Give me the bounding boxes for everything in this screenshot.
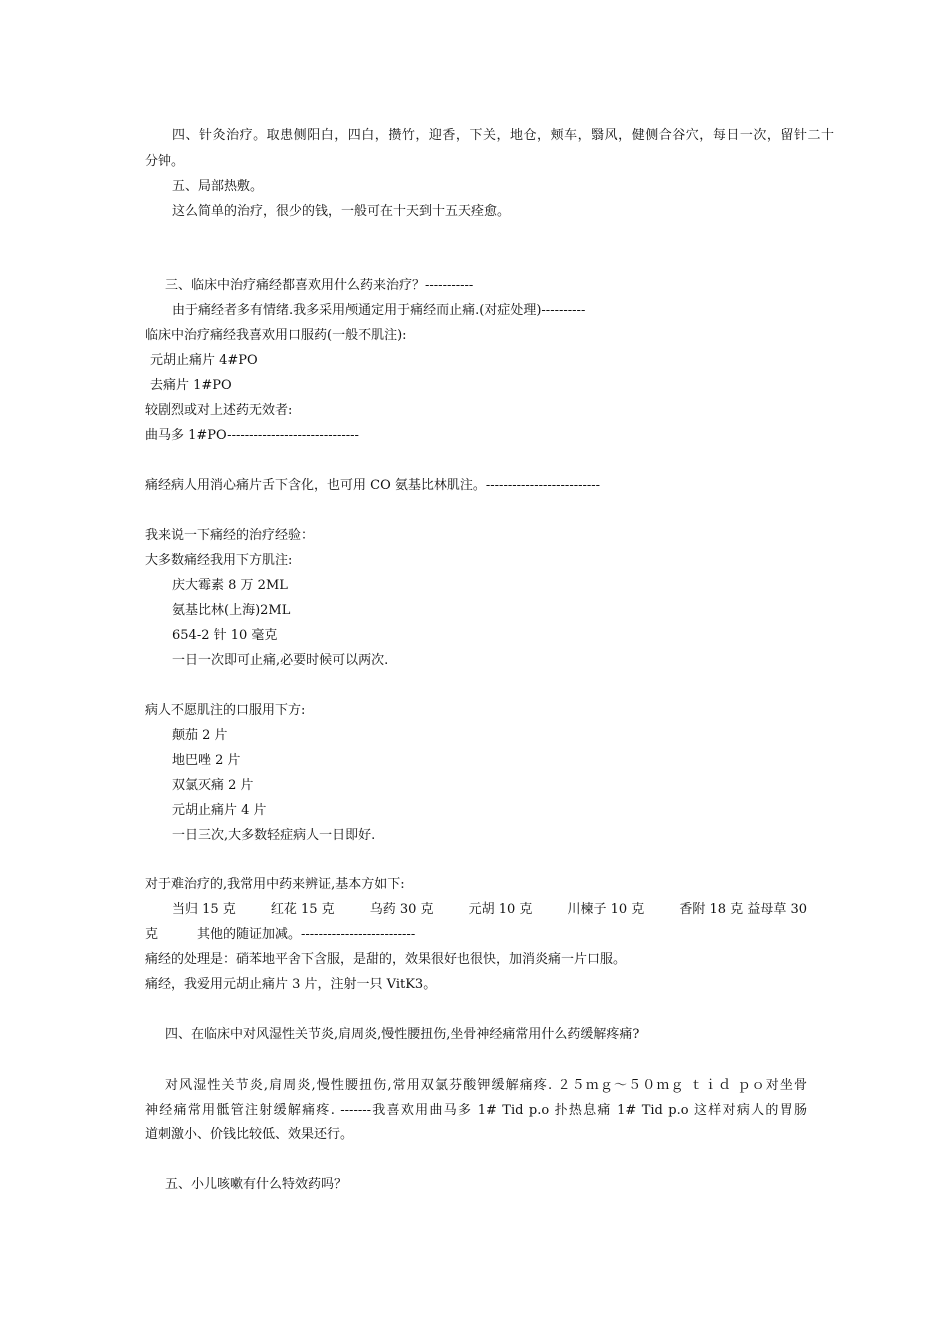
prescription-line: 氨基比林(上海)2ML [172,603,291,618]
oral-heading: 病人不愿肌注的口服用下方: [145,703,306,718]
dosage-line: 一日三次,大多数轻症病人一日即好. [172,828,376,843]
treatment-line: 痛经，我爱用元胡止痛片 3 片，注射一只 VitK3。 [145,977,437,992]
prescription-line: 元胡止痛片 4 片 [172,803,267,818]
hot-compress-line: 五、局部热敷。 [172,179,264,194]
question-four-heading: 四、在临床中对风湿性关节炎,肩周炎,慢性腰扭伤,坐骨神经痛常用什么药缓解疼痛? [165,1027,640,1042]
answer-line: 由于痛经者多有情绪.我多采用颅通定用于痛经而止痛.(对症处理)---------- [172,303,586,318]
herb-item: 川楝子 10 克 [567,902,645,917]
rheumatism-answer-line: 神经痛常用骶管注射缓解痛疼. -------我喜欢用曲马多 1# Tid p.o 扑热息痛 1# Tid p.o 这样对病人的胃肠 [145,1103,807,1118]
summary-line: 这么简单的治疗，很少的钱，一般可在十天到十五天痊愈。 [172,204,511,219]
herb-item: 当归 15 克 [172,902,236,917]
prescription-line: 曲马多 1#PO------------------------------ [145,428,359,443]
herb-item: 元胡 10 克 [468,902,533,917]
dosage-line: 一日一次即可止痛,必要时候可以两次. [172,653,389,668]
acupuncture-line-end: 分钟。 [145,154,185,169]
herb-item: 红花 15 克 [270,902,335,917]
experience-heading: 我来说一下痛经的治疗经验： [145,528,315,543]
prescription-line: 颠茄 2 片 [172,728,228,743]
herbal-heading: 对于难治疗的,我常用中药来辨证,基本方如下: [145,877,405,892]
prescription-line: 654-2 针 10 毫克 [172,628,278,643]
herbal-line-end: 克 其他的随证加减。-------------------------- [145,927,416,942]
treatment-line: 痛经的处理是：硝苯地平舍下含服，是甜的，效果很好也很快，加消炎痛一片口服。 [145,952,627,967]
rheumatism-answer-line: 对风湿性关节炎,肩周炎,慢性腰扭伤,常用双氯芬酸钾缓解痛疼. ２５ｍｇ～５０ｍｇ ｔｉｄ ｐｏ对坐骨 [165,1078,807,1093]
herb-item: 乌药 30 克 [369,902,434,917]
herb-item: 香附 18 克 益母草 30 [679,902,807,917]
answer-line: 较剧烈或对上述药无效者: [145,403,293,418]
question-three-heading: 三、临床中治疗痛经都喜欢用什么药来治疗？----------- [165,278,474,293]
question-five-heading: 五、小儿咳嗽有什么特效药吗？ [165,1177,348,1192]
prescription-line: 元胡止痛片 4#PO [150,353,258,368]
prescription-line: 地巴唑 2 片 [172,753,241,768]
answer-line: 临床中治疗痛经我喜欢用口服药(一般不肌注): [145,328,407,343]
prescription-line: 双氯灭痛 2 片 [172,778,254,793]
answer-line: 痛经病人用消心痛片舌下含化，也可用 CO 氨基比林肌注。-------------------------- [145,478,601,493]
acupuncture-line: 四、针灸治疗。取患侧阳白，四白，攒竹，迎香，下关，地仓，颊车，翳风，健侧合谷穴，每日一次，留针二十 [172,128,834,143]
experience-line: 大多数痛经我用下方肌注: [145,553,293,568]
rheumatism-answer-line: 道刺激小、价钱比较低、效果还行。 [145,1127,354,1142]
prescription-line: 去痛片 1#PO [150,378,232,393]
herbal-formula-row [172,901,807,919]
prescription-line: 庆大霉素 8 万 2ML [172,578,288,593]
